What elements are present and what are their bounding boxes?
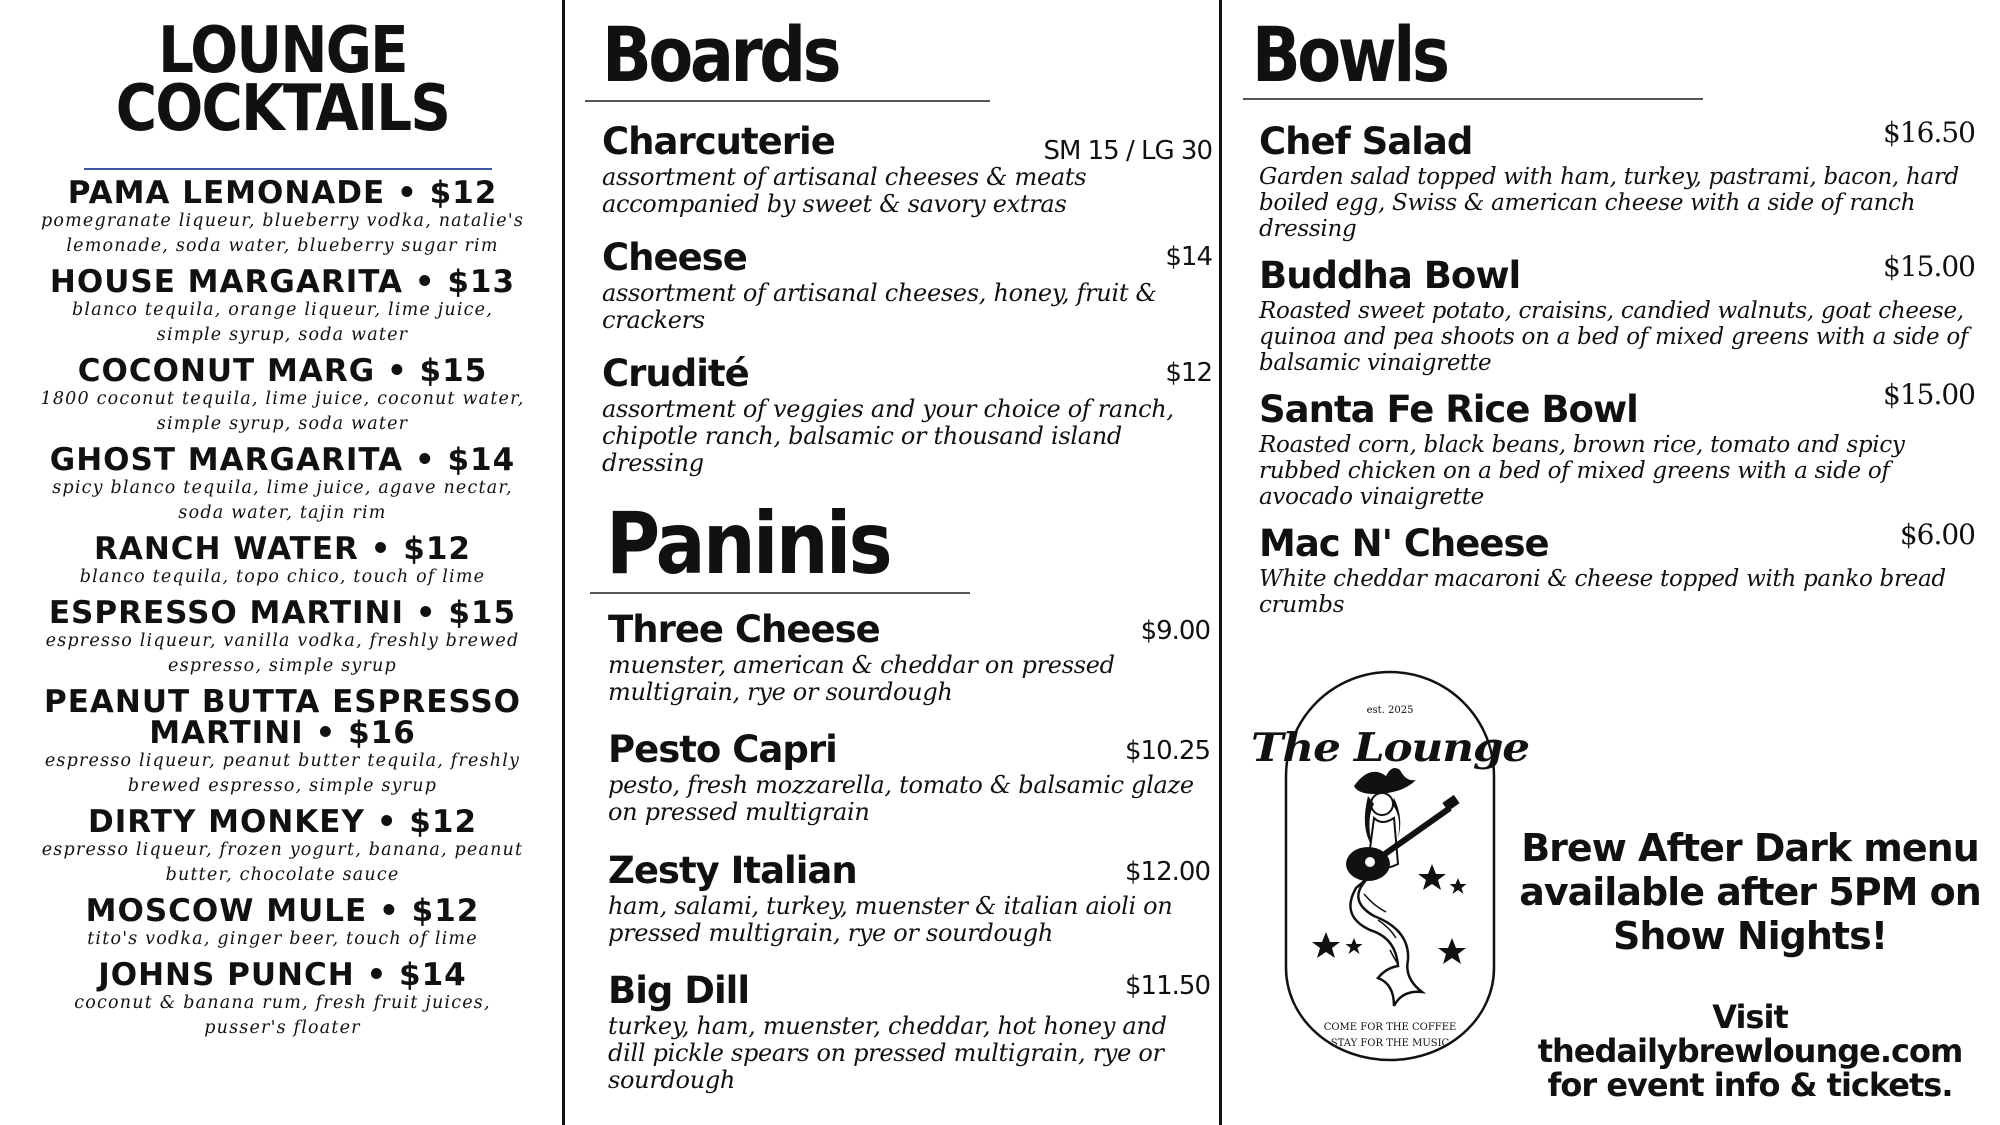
cocktail-name: JOHNS PUNCH • $14 [98,957,467,993]
paninis-divider [590,592,970,594]
panini-item [608,969,1210,1094]
item-price: $10.25 [1125,736,1210,766]
panini-item [608,728,1210,826]
cocktail-desc: blanco tequila, orange liqueur, lime juice, simple syrup, soda water [72,300,493,345]
cocktail-desc: espresso liqueur, vanilla vodka, freshly brewed espresso, simple syrup [45,631,520,676]
cocktail-desc: blanco tequila, topo chico, touch of lime [79,567,486,587]
logo-frame [1251,668,1530,1060]
cocktail-name: COCONUT MARG • $15 [77,353,488,389]
board-item [602,236,1212,334]
item-price: $12 [1165,358,1212,388]
panini-item [608,849,1210,947]
bowl-item [1259,116,1975,242]
bowl-item [1259,378,1975,510]
cocktail-item [40,353,525,437]
cocktail-item [40,804,525,888]
item-name: Mac N' Cheese [1259,522,1549,565]
item-price: $11.50 [1125,971,1210,1001]
cocktail-item [40,957,525,1041]
item-desc: Roasted corn, black beans, brown rice, tomato and spicy rubbed chicken on a bed of mixed greens with a side of avocado vinaigrette [1259,432,1905,510]
item-name: Pesto Capri [608,728,837,771]
lounge-logo [1251,668,1530,1060]
cocktail-item [40,264,525,348]
item-desc: muenster, american & cheddar on pressed multigrain, rye or sourdough [608,651,1115,706]
item-desc: assortment of artisanal cheeses, honey, fruit & crackers [602,279,1157,334]
cocktail-desc: spicy blanco tequila, lime juice, agave nectar, soda water, tajin rim [52,478,513,523]
cocktail-item [40,595,525,679]
boards-divider [585,100,990,102]
cocktail-item [40,684,525,799]
cocktail-item [40,175,525,259]
cocktails-divider [84,168,492,170]
paninis-title: Paninis [606,494,891,594]
logo-est: est. 2025 [1366,705,1414,716]
item-name: Three Cheese [608,608,880,651]
cocktail-list [40,175,525,1049]
panini-item [608,608,1210,706]
item-desc: turkey, ham, muenster, cheddar, hot honey and dill pickle spears on pressed multigrain, rye or sourdough [608,1012,1167,1094]
cocktail-name: PAMA LEMONADE • $12 [67,175,498,211]
cocktail-name: ESPRESSO MARTINI • $15 [48,595,517,631]
item-desc: assortment of artisanal cheeses & meats accompanied by sweet & savory extras [602,163,1087,218]
cocktail-desc: espresso liqueur, frozen yogurt, banana, peanut butter, chocolate sauce [41,840,524,885]
promo-message: Brew After Dark menu available after 5PM on Show Nights! [1519,826,1981,958]
item-desc: pesto, fresh mozzarella, tomato & balsamic glaze on pressed multigrain [608,771,1194,826]
cocktail-item [40,442,525,526]
cocktail-name: PEANUT BUTTA ESPRESSO MARTINI • $16 [43,684,521,751]
item-name: Buddha Bowl [1259,254,1521,297]
cocktail-name: MOSCOW MULE • $12 [85,893,480,929]
cocktail-name: HOUSE MARGARITA • $13 [49,264,516,300]
item-desc: ham, salami, turkey, muenster & italian aioli on pressed multigrain, rye or sourdough [608,892,1173,947]
mermaid-guitar-icon [1312,768,1467,1006]
cocktail-desc: espresso liqueur, peanut butter tequila, freshly brewed espresso, simple syrup [44,751,521,796]
bowls-title: Bowls [1252,10,1447,99]
cocktail-item [40,893,525,952]
item-price: $15.00 [1883,250,1975,283]
logo-tagline-2: STAY FOR THE MUSIC [1330,1038,1450,1049]
cocktails-title: LOUNGE COCKTAILS [115,14,450,146]
cocktail-item [40,531,525,590]
item-name: Crudité [602,352,749,395]
item-price: $9.00 [1140,616,1210,646]
item-name: Cheese [602,236,747,279]
promo-visit: Visit thedailybrewlounge.com for event info & tickets. [1537,998,1963,1104]
item-name: Zesty Italian [608,849,857,892]
item-desc: Roasted sweet potato, craisins, candied walnuts, goat cheese, quinoa and pea shoots on a bed of mixed greens with a side of balsamic vinaigrette [1259,298,1969,376]
item-desc: White cheddar macaroni & cheese topped with panko bread crumbs [1259,566,1946,618]
item-desc: Garden salad topped with ham, turkey, pastrami, bacon, hard boiled egg, Swiss & american cheese with a side of ranch dressing [1259,164,1959,242]
item-price: $12.00 [1125,857,1210,887]
board-item [602,120,1212,218]
boards-title: Boards [602,10,839,99]
item-price: $16.50 [1883,116,1975,149]
cocktail-desc: coconut & banana rum, fresh fruit juices, pusser's floater [74,993,491,1038]
cocktail-name: DIRTY MONKEY • $12 [87,804,478,840]
cocktail-name: RANCH WATER • $12 [94,531,471,567]
item-name: Santa Fe Rice Bowl [1259,388,1638,431]
item-price: $14 [1165,242,1212,272]
item-name: Charcuterie [602,120,835,163]
item-price: SM 15 / LG 30 [1043,136,1212,166]
item-desc: assortment of veggies and your choice of ranch, chipotle ranch, balsamic or thousand island dressing [602,395,1174,477]
bowl-item [1259,518,1975,618]
board-item [602,352,1212,477]
cocktail-desc: 1800 coconut tequila, lime juice, coconut water, simple syrup, soda water [40,389,525,434]
cocktail-name: GHOST MARGARITA • $14 [49,442,516,478]
item-name: Chef Salad [1259,120,1473,163]
cocktail-desc: pomegranate liqueur, blueberry vodka, natalie's lemonade, soda water, blueberry sugar rim [40,211,525,256]
bowl-item [1259,250,1975,376]
item-price: $6.00 [1899,518,1975,551]
logo-tagline-1: COME FOR THE COFFEE [1323,1022,1457,1033]
logo-name: The Lounge [1251,725,1530,771]
item-name: Big Dill [608,969,750,1012]
bowls-divider [1243,98,1703,100]
item-price: $15.00 [1883,378,1975,411]
cocktail-desc: tito's vodka, ginger beer, touch of lime [87,929,478,949]
